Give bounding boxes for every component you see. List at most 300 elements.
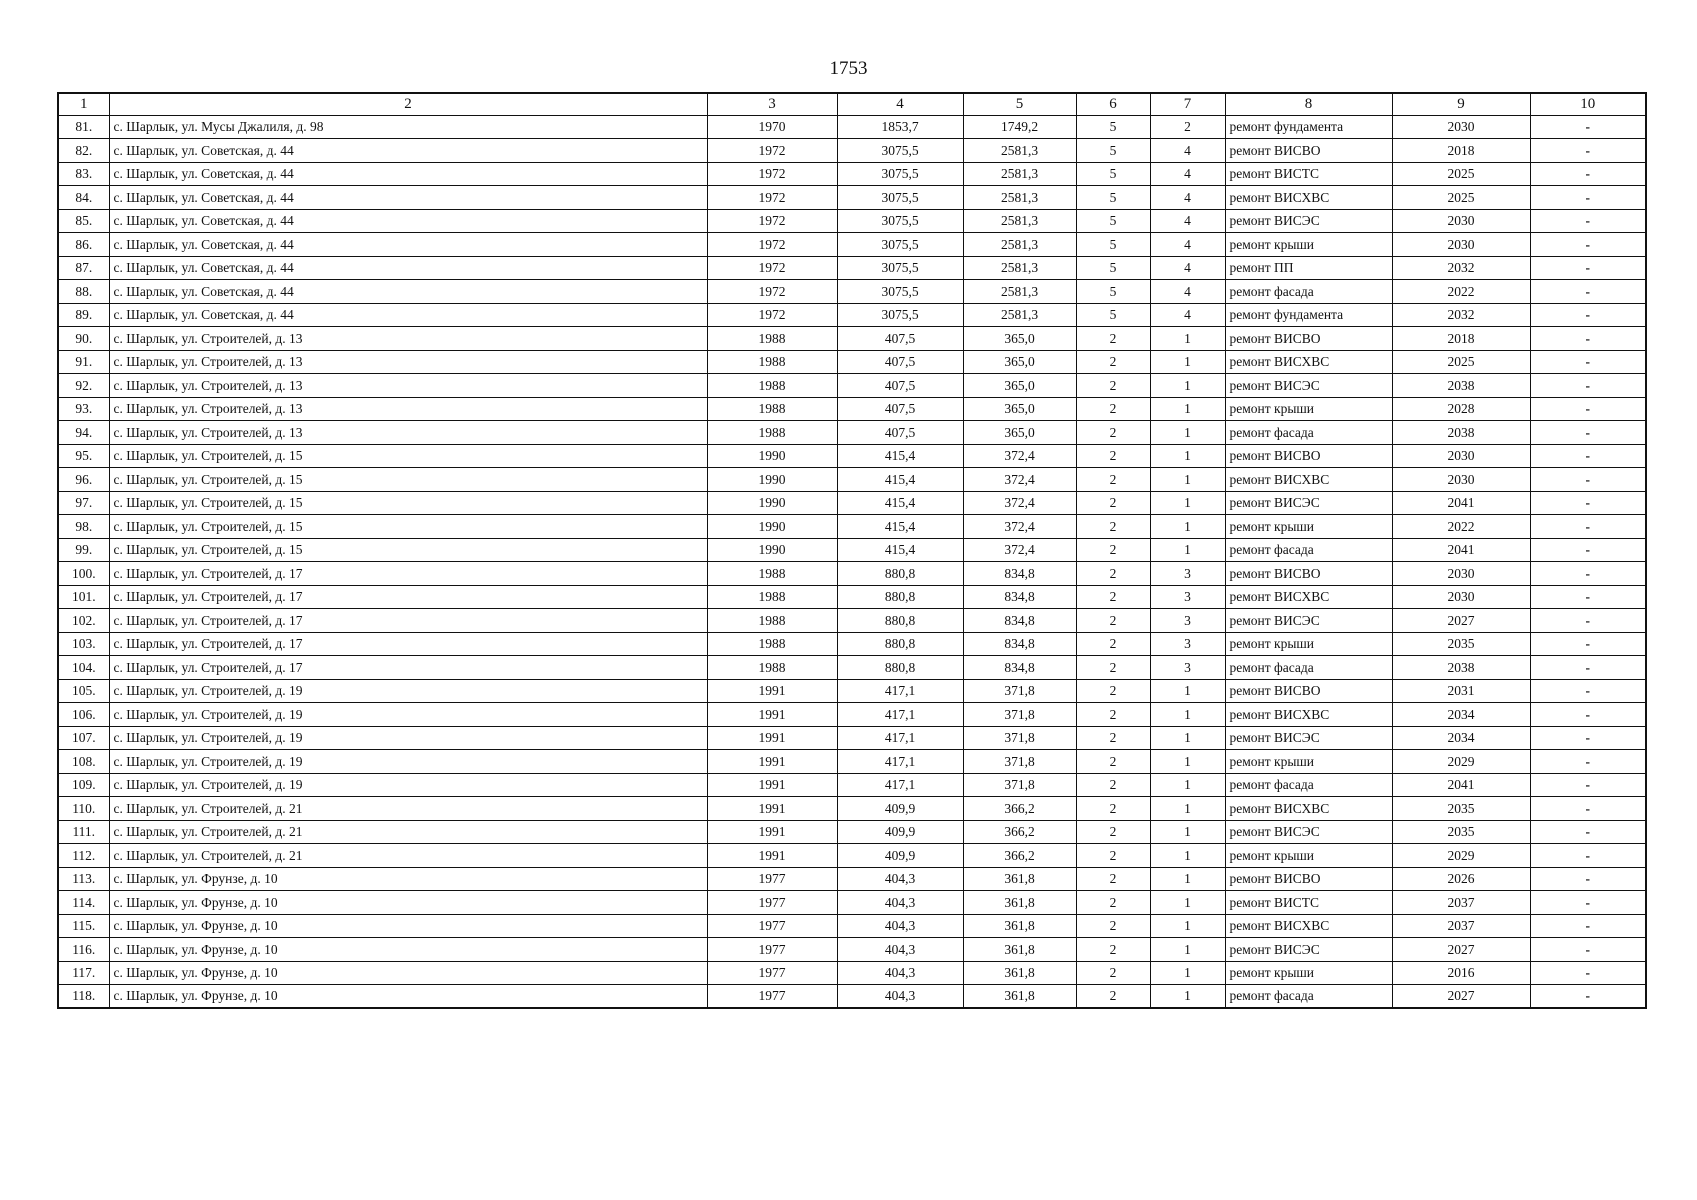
- entrances-cell: 1: [1150, 797, 1225, 821]
- row-number-cell: 111.: [58, 820, 109, 844]
- year-built-cell: 1972: [707, 209, 837, 233]
- planned-year-cell: 2025: [1392, 350, 1530, 374]
- planned-year-cell: 2032: [1392, 303, 1530, 327]
- living-area-cell: 371,8: [963, 773, 1076, 797]
- entrances-cell: 4: [1150, 209, 1225, 233]
- row-number-cell: 110.: [58, 797, 109, 821]
- note-cell: -: [1530, 374, 1646, 398]
- table-row: [58, 679, 1646, 703]
- note-cell: -: [1530, 491, 1646, 515]
- table-row: [58, 115, 1646, 139]
- row-number-cell: 113.: [58, 867, 109, 891]
- address-cell: с. Шарлык, ул. Фрунзе, д. 10: [109, 891, 707, 915]
- address-cell: с. Шарлык, ул. Советская, д. 44: [109, 233, 707, 257]
- row-number-cell: 89.: [58, 303, 109, 327]
- repair-type-cell: ремонт ВИСХВС: [1225, 350, 1392, 374]
- row-number-cell: 82.: [58, 139, 109, 163]
- repair-type-cell: ремонт ВИСВО: [1225, 139, 1392, 163]
- total-area-cell: 407,5: [837, 374, 963, 398]
- living-area-cell: 372,4: [963, 444, 1076, 468]
- repair-type-cell: ремонт фасада: [1225, 656, 1392, 680]
- table-row: [58, 773, 1646, 797]
- repair-type-cell: ремонт ВИСЭС: [1225, 609, 1392, 633]
- row-number-cell: 109.: [58, 773, 109, 797]
- address-cell: с. Шарлык, ул. Советская, д. 44: [109, 139, 707, 163]
- repair-type-cell: ремонт ПП: [1225, 256, 1392, 280]
- floors-cell: 2: [1076, 350, 1150, 374]
- living-area-cell: 2581,3: [963, 209, 1076, 233]
- entrances-cell: 1: [1150, 891, 1225, 915]
- total-area-cell: 415,4: [837, 515, 963, 539]
- planned-year-cell: 2022: [1392, 515, 1530, 539]
- planned-year-cell: 2038: [1392, 421, 1530, 445]
- floors-cell: 2: [1076, 562, 1150, 586]
- repair-type-cell: ремонт фасада: [1225, 985, 1392, 1009]
- planned-year-cell: 2025: [1392, 186, 1530, 210]
- year-built-cell: 1977: [707, 891, 837, 915]
- repair-type-cell: ремонт ВИСХВС: [1225, 585, 1392, 609]
- row-number-cell: 94.: [58, 421, 109, 445]
- row-number-cell: 87.: [58, 256, 109, 280]
- table-row: [58, 726, 1646, 750]
- year-built-cell: 1991: [707, 820, 837, 844]
- repair-type-cell: ремонт ВИСВО: [1225, 562, 1392, 586]
- column-header: 8: [1225, 93, 1392, 115]
- entrances-cell: 1: [1150, 327, 1225, 351]
- living-area-cell: 365,0: [963, 397, 1076, 421]
- entrances-cell: 3: [1150, 632, 1225, 656]
- entrances-cell: 1: [1150, 350, 1225, 374]
- address-cell: с. Шарлык, ул. Строителей, д. 15: [109, 468, 707, 492]
- living-area-cell: 1749,2: [963, 115, 1076, 139]
- table-row: [58, 656, 1646, 680]
- total-area-cell: 407,5: [837, 327, 963, 351]
- living-area-cell: 365,0: [963, 374, 1076, 398]
- table-row: [58, 186, 1646, 210]
- total-area-cell: 3075,5: [837, 162, 963, 186]
- note-cell: -: [1530, 703, 1646, 727]
- living-area-cell: 365,0: [963, 350, 1076, 374]
- living-area-cell: 361,8: [963, 961, 1076, 985]
- floors-cell: 2: [1076, 585, 1150, 609]
- address-cell: с. Шарлык, ул. Фрунзе, д. 10: [109, 867, 707, 891]
- planned-year-cell: 2032: [1392, 256, 1530, 280]
- year-built-cell: 1988: [707, 656, 837, 680]
- living-area-cell: 2581,3: [963, 233, 1076, 257]
- row-number-cell: 91.: [58, 350, 109, 374]
- table-row: [58, 609, 1646, 633]
- repair-type-cell: ремонт ВИСВО: [1225, 327, 1392, 351]
- planned-year-cell: 2027: [1392, 985, 1530, 1009]
- entrances-cell: 1: [1150, 491, 1225, 515]
- row-number-cell: 98.: [58, 515, 109, 539]
- total-area-cell: 3075,5: [837, 186, 963, 210]
- repair-type-cell: ремонт фундамента: [1225, 115, 1392, 139]
- planned-year-cell: 2030: [1392, 468, 1530, 492]
- planned-year-cell: 2027: [1392, 938, 1530, 962]
- row-number-cell: 114.: [58, 891, 109, 915]
- address-cell: с. Шарлык, ул. Строителей, д. 21: [109, 797, 707, 821]
- floors-cell: 2: [1076, 397, 1150, 421]
- planned-year-cell: 2022: [1392, 280, 1530, 304]
- year-built-cell: 1988: [707, 585, 837, 609]
- floors-cell: 5: [1076, 303, 1150, 327]
- planned-year-cell: 2016: [1392, 961, 1530, 985]
- year-built-cell: 1988: [707, 632, 837, 656]
- entrances-cell: 1: [1150, 914, 1225, 938]
- address-cell: с. Шарлык, ул. Строителей, д. 21: [109, 820, 707, 844]
- total-area-cell: 880,8: [837, 656, 963, 680]
- entrances-cell: 4: [1150, 280, 1225, 304]
- floors-cell: 2: [1076, 515, 1150, 539]
- repair-type-cell: ремонт ВИСЭС: [1225, 938, 1392, 962]
- living-area-cell: 371,8: [963, 679, 1076, 703]
- note-cell: -: [1530, 914, 1646, 938]
- total-area-cell: 407,5: [837, 421, 963, 445]
- year-built-cell: 1990: [707, 468, 837, 492]
- floors-cell: 2: [1076, 374, 1150, 398]
- note-cell: -: [1530, 938, 1646, 962]
- planned-year-cell: 2037: [1392, 891, 1530, 915]
- entrances-cell: 1: [1150, 773, 1225, 797]
- year-built-cell: 1977: [707, 914, 837, 938]
- entrances-cell: 1: [1150, 820, 1225, 844]
- total-area-cell: 3075,5: [837, 209, 963, 233]
- table-row: [58, 162, 1646, 186]
- living-area-cell: 371,8: [963, 750, 1076, 774]
- total-area-cell: 409,9: [837, 820, 963, 844]
- note-cell: -: [1530, 209, 1646, 233]
- total-area-cell: 880,8: [837, 585, 963, 609]
- note-cell: -: [1530, 303, 1646, 327]
- year-built-cell: 1988: [707, 327, 837, 351]
- table-row: [58, 914, 1646, 938]
- note-cell: -: [1530, 609, 1646, 633]
- note-cell: -: [1530, 350, 1646, 374]
- row-number-cell: 103.: [58, 632, 109, 656]
- planned-year-cell: 2028: [1392, 397, 1530, 421]
- note-cell: -: [1530, 820, 1646, 844]
- note-cell: -: [1530, 632, 1646, 656]
- planned-year-cell: 2035: [1392, 632, 1530, 656]
- total-area-cell: 417,1: [837, 679, 963, 703]
- address-cell: с. Шарлык, ул. Строителей, д. 19: [109, 750, 707, 774]
- repair-type-cell: ремонт ВИСВО: [1225, 444, 1392, 468]
- address-cell: с. Шарлык, ул. Фрунзе, д. 10: [109, 985, 707, 1009]
- table-header-row: [58, 93, 1646, 115]
- row-number-cell: 115.: [58, 914, 109, 938]
- floors-cell: 2: [1076, 750, 1150, 774]
- address-cell: с. Шарлык, ул. Строителей, д. 13: [109, 397, 707, 421]
- living-area-cell: 365,0: [963, 421, 1076, 445]
- table-row: [58, 985, 1646, 1009]
- table-row: [58, 562, 1646, 586]
- entrances-cell: 1: [1150, 726, 1225, 750]
- address-cell: с. Шарлык, ул. Советская, д. 44: [109, 303, 707, 327]
- repair-type-cell: ремонт фундамента: [1225, 303, 1392, 327]
- planned-year-cell: 2018: [1392, 139, 1530, 163]
- year-built-cell: 1970: [707, 115, 837, 139]
- total-area-cell: 417,1: [837, 703, 963, 727]
- entrances-cell: 3: [1150, 585, 1225, 609]
- table-row: [58, 867, 1646, 891]
- living-area-cell: 361,8: [963, 938, 1076, 962]
- floors-cell: 2: [1076, 938, 1150, 962]
- note-cell: -: [1530, 562, 1646, 586]
- living-area-cell: 834,8: [963, 609, 1076, 633]
- repair-type-cell: ремонт ВИСХВС: [1225, 914, 1392, 938]
- year-built-cell: 1977: [707, 867, 837, 891]
- entrances-cell: 4: [1150, 233, 1225, 257]
- table-row: [58, 844, 1646, 868]
- floors-cell: 2: [1076, 820, 1150, 844]
- row-number-cell: 100.: [58, 562, 109, 586]
- floors-cell: 2: [1076, 891, 1150, 915]
- planned-year-cell: 2034: [1392, 703, 1530, 727]
- year-built-cell: 1972: [707, 233, 837, 257]
- address-cell: с. Шарлык, ул. Строителей, д. 17: [109, 609, 707, 633]
- total-area-cell: 415,4: [837, 538, 963, 562]
- planned-year-cell: 2030: [1392, 585, 1530, 609]
- floors-cell: 2: [1076, 703, 1150, 727]
- entrances-cell: 4: [1150, 303, 1225, 327]
- entrances-cell: 1: [1150, 374, 1225, 398]
- row-number-cell: 85.: [58, 209, 109, 233]
- table-row: [58, 703, 1646, 727]
- table-row: [58, 820, 1646, 844]
- planned-year-cell: 2026: [1392, 867, 1530, 891]
- address-cell: с. Шарлык, ул. Советская, д. 44: [109, 209, 707, 233]
- total-area-cell: 407,5: [837, 397, 963, 421]
- year-built-cell: 1990: [707, 515, 837, 539]
- address-cell: с. Шарлык, ул. Строителей, д. 21: [109, 844, 707, 868]
- living-area-cell: 366,2: [963, 820, 1076, 844]
- table-row: [58, 444, 1646, 468]
- total-area-cell: 404,3: [837, 985, 963, 1009]
- row-number-cell: 86.: [58, 233, 109, 257]
- column-header: 3: [707, 93, 837, 115]
- floors-cell: 2: [1076, 773, 1150, 797]
- floors-cell: 5: [1076, 115, 1150, 139]
- entrances-cell: 4: [1150, 162, 1225, 186]
- year-built-cell: 1991: [707, 844, 837, 868]
- entrances-cell: 1: [1150, 750, 1225, 774]
- year-built-cell: 1972: [707, 162, 837, 186]
- total-area-cell: 880,8: [837, 632, 963, 656]
- repair-type-cell: ремонт ВИСЭС: [1225, 374, 1392, 398]
- total-area-cell: 404,3: [837, 867, 963, 891]
- entrances-cell: 2: [1150, 115, 1225, 139]
- planned-year-cell: 2034: [1392, 726, 1530, 750]
- year-built-cell: 1991: [707, 726, 837, 750]
- address-cell: с. Шарлык, ул. Строителей, д. 15: [109, 538, 707, 562]
- table-row: [58, 350, 1646, 374]
- table-row: [58, 491, 1646, 515]
- note-cell: -: [1530, 773, 1646, 797]
- floors-cell: 2: [1076, 444, 1150, 468]
- column-header: 9: [1392, 93, 1530, 115]
- total-area-cell: 880,8: [837, 609, 963, 633]
- total-area-cell: 3075,5: [837, 280, 963, 304]
- row-number-cell: 84.: [58, 186, 109, 210]
- floors-cell: 2: [1076, 538, 1150, 562]
- year-built-cell: 1991: [707, 750, 837, 774]
- address-cell: с. Шарлык, ул. Строителей, д. 19: [109, 703, 707, 727]
- year-built-cell: 1990: [707, 538, 837, 562]
- entrances-cell: 1: [1150, 515, 1225, 539]
- year-built-cell: 1977: [707, 961, 837, 985]
- living-area-cell: 365,0: [963, 327, 1076, 351]
- floors-cell: 2: [1076, 656, 1150, 680]
- table-row: [58, 374, 1646, 398]
- entrances-cell: 3: [1150, 562, 1225, 586]
- note-cell: -: [1530, 421, 1646, 445]
- total-area-cell: 404,3: [837, 961, 963, 985]
- planned-year-cell: 2030: [1392, 562, 1530, 586]
- floors-cell: 2: [1076, 491, 1150, 515]
- living-area-cell: 2581,3: [963, 256, 1076, 280]
- note-cell: -: [1530, 656, 1646, 680]
- note-cell: -: [1530, 186, 1646, 210]
- total-area-cell: 3075,5: [837, 139, 963, 163]
- total-area-cell: 415,4: [837, 468, 963, 492]
- entrances-cell: 3: [1150, 609, 1225, 633]
- total-area-cell: 404,3: [837, 914, 963, 938]
- planned-year-cell: 2025: [1392, 162, 1530, 186]
- repair-type-cell: ремонт ВИСЭС: [1225, 491, 1392, 515]
- floors-cell: 5: [1076, 256, 1150, 280]
- entrances-cell: 1: [1150, 421, 1225, 445]
- entrances-cell: 1: [1150, 985, 1225, 1009]
- entrances-cell: 1: [1150, 703, 1225, 727]
- planned-year-cell: 2029: [1392, 844, 1530, 868]
- living-area-cell: 371,8: [963, 726, 1076, 750]
- year-built-cell: 1988: [707, 397, 837, 421]
- table-row: [58, 961, 1646, 985]
- repair-type-cell: ремонт ВИСТС: [1225, 162, 1392, 186]
- address-cell: с. Шарлык, ул. Строителей, д. 17: [109, 585, 707, 609]
- floors-cell: 5: [1076, 233, 1150, 257]
- row-number-cell: 117.: [58, 961, 109, 985]
- table-row: [58, 797, 1646, 821]
- address-cell: с. Шарлык, ул. Мусы Джалиля, д. 98: [109, 115, 707, 139]
- entrances-cell: 4: [1150, 139, 1225, 163]
- entrances-cell: 1: [1150, 538, 1225, 562]
- total-area-cell: 415,4: [837, 444, 963, 468]
- living-area-cell: 371,8: [963, 703, 1076, 727]
- table-row: [58, 750, 1646, 774]
- address-cell: с. Шарлык, ул. Строителей, д. 19: [109, 726, 707, 750]
- planned-year-cell: 2030: [1392, 209, 1530, 233]
- year-built-cell: 1972: [707, 303, 837, 327]
- planned-year-cell: 2038: [1392, 656, 1530, 680]
- repair-type-cell: ремонт ВИСХВС: [1225, 468, 1392, 492]
- repair-type-cell: ремонт крыши: [1225, 844, 1392, 868]
- row-number-cell: 81.: [58, 115, 109, 139]
- address-cell: с. Шарлык, ул. Строителей, д. 13: [109, 327, 707, 351]
- repair-type-cell: ремонт ВИСХВС: [1225, 703, 1392, 727]
- address-cell: с. Шарлык, ул. Строителей, д. 19: [109, 679, 707, 703]
- year-built-cell: 1988: [707, 350, 837, 374]
- table-row: [58, 327, 1646, 351]
- repair-type-cell: ремонт ВИСХВС: [1225, 797, 1392, 821]
- year-built-cell: 1988: [707, 609, 837, 633]
- floors-cell: 2: [1076, 468, 1150, 492]
- column-header: 4: [837, 93, 963, 115]
- table-row: [58, 256, 1646, 280]
- address-cell: с. Шарлык, ул. Строителей, д. 15: [109, 444, 707, 468]
- table-row: [58, 891, 1646, 915]
- repair-type-cell: ремонт фасада: [1225, 421, 1392, 445]
- note-cell: -: [1530, 327, 1646, 351]
- total-area-cell: 415,4: [837, 491, 963, 515]
- entrances-cell: 1: [1150, 397, 1225, 421]
- living-area-cell: 372,4: [963, 538, 1076, 562]
- repair-type-cell: ремонт ВИСВО: [1225, 679, 1392, 703]
- planned-year-cell: 2027: [1392, 609, 1530, 633]
- floors-cell: 2: [1076, 726, 1150, 750]
- total-area-cell: 409,9: [837, 797, 963, 821]
- address-cell: с. Шарлык, ул. Строителей, д. 17: [109, 656, 707, 680]
- table-row: [58, 515, 1646, 539]
- row-number-cell: 112.: [58, 844, 109, 868]
- entrances-cell: 1: [1150, 444, 1225, 468]
- row-number-cell: 104.: [58, 656, 109, 680]
- table-row: [58, 585, 1646, 609]
- floors-cell: 2: [1076, 632, 1150, 656]
- floors-cell: 2: [1076, 421, 1150, 445]
- note-cell: -: [1530, 256, 1646, 280]
- entrances-cell: 1: [1150, 961, 1225, 985]
- year-built-cell: 1991: [707, 703, 837, 727]
- note-cell: -: [1530, 867, 1646, 891]
- year-built-cell: 1988: [707, 562, 837, 586]
- table-row: [58, 632, 1646, 656]
- note-cell: -: [1530, 750, 1646, 774]
- column-header: 2: [109, 93, 707, 115]
- year-built-cell: 1988: [707, 421, 837, 445]
- address-cell: с. Шарлык, ул. Строителей, д. 13: [109, 350, 707, 374]
- total-area-cell: 409,9: [837, 844, 963, 868]
- floors-cell: 2: [1076, 679, 1150, 703]
- table-row: [58, 538, 1646, 562]
- repair-type-cell: ремонт крыши: [1225, 750, 1392, 774]
- total-area-cell: 1853,7: [837, 115, 963, 139]
- note-cell: -: [1530, 538, 1646, 562]
- floors-cell: 2: [1076, 867, 1150, 891]
- address-cell: с. Шарлык, ул. Фрунзе, д. 10: [109, 938, 707, 962]
- living-area-cell: 372,4: [963, 491, 1076, 515]
- note-cell: -: [1530, 444, 1646, 468]
- year-built-cell: 1991: [707, 679, 837, 703]
- entrances-cell: 4: [1150, 186, 1225, 210]
- living-area-cell: 834,8: [963, 562, 1076, 586]
- row-number-cell: 118.: [58, 985, 109, 1009]
- floors-cell: 2: [1076, 797, 1150, 821]
- repair-type-cell: ремонт ВИСТС: [1225, 891, 1392, 915]
- row-number-cell: 83.: [58, 162, 109, 186]
- planned-year-cell: 2041: [1392, 538, 1530, 562]
- year-built-cell: 1991: [707, 773, 837, 797]
- repair-type-cell: ремонт фасада: [1225, 773, 1392, 797]
- living-area-cell: 361,8: [963, 914, 1076, 938]
- note-cell: -: [1530, 468, 1646, 492]
- table-row: [58, 397, 1646, 421]
- planned-year-cell: 2031: [1392, 679, 1530, 703]
- row-number-cell: 116.: [58, 938, 109, 962]
- table-body: [58, 115, 1646, 1008]
- living-area-cell: 361,8: [963, 891, 1076, 915]
